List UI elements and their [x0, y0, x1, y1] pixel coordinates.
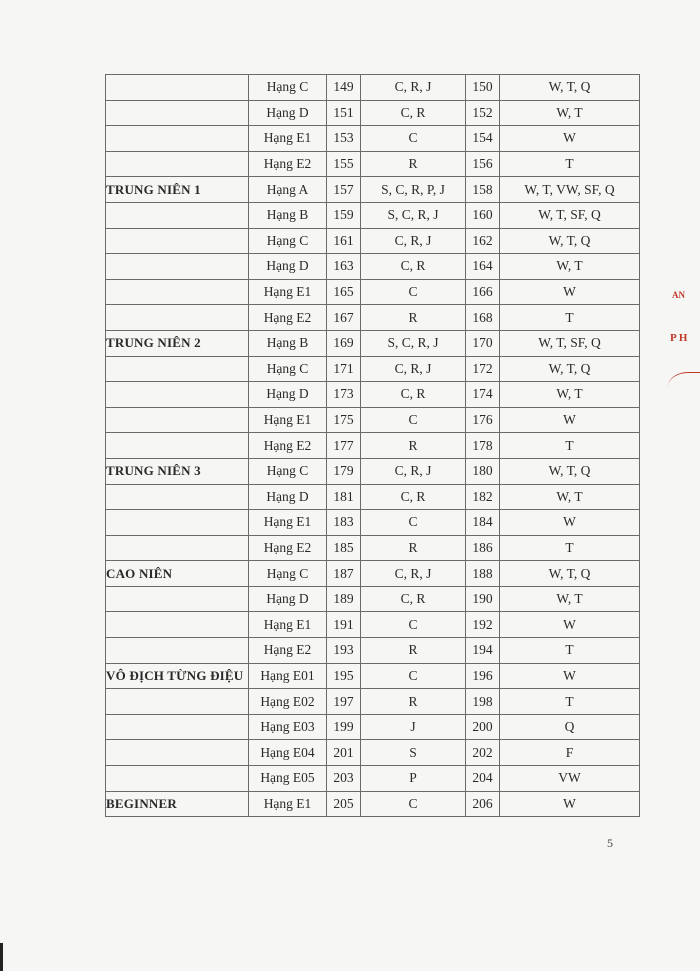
standard-dances-cell: W, T	[500, 382, 640, 408]
level-cell: Hạng E1	[249, 612, 327, 638]
standard-dances-cell: W, T, SF, Q	[500, 330, 640, 356]
table-row	[106, 714, 640, 740]
latin-dances-cell: J	[361, 714, 466, 740]
number-cell: 180	[466, 458, 500, 484]
level-cell: Hạng E04	[249, 740, 327, 766]
level-cell: Hạng E1	[249, 126, 327, 152]
number-cell: 160	[466, 202, 500, 228]
latin-dances-cell: C	[361, 407, 466, 433]
level-cell: Hạng C	[249, 228, 327, 254]
group-cell	[106, 202, 249, 228]
table-row	[106, 791, 640, 817]
number-cell: 161	[327, 228, 361, 254]
level-cell: Hạng B	[249, 202, 327, 228]
number-cell: 201	[327, 740, 361, 766]
number-cell: 169	[327, 330, 361, 356]
number-cell: 150	[466, 75, 500, 101]
number-cell: 154	[466, 126, 500, 152]
standard-dances-cell: W, T	[500, 254, 640, 280]
group-cell: TRUNG NIÊN 1	[106, 177, 249, 203]
number-cell: 187	[327, 561, 361, 587]
level-cell: Hạng B	[249, 330, 327, 356]
standard-dances-cell: W, T, Q	[500, 458, 640, 484]
level-cell: Hạng A	[249, 177, 327, 203]
number-cell: 184	[466, 510, 500, 536]
latin-dances-cell: S, C, R, J	[361, 202, 466, 228]
level-cell: Hạng E1	[249, 791, 327, 817]
standard-dances-cell: W, T	[500, 586, 640, 612]
number-cell: 188	[466, 561, 500, 587]
table-row	[106, 484, 640, 510]
number-cell: 149	[327, 75, 361, 101]
latin-dances-cell: R	[361, 151, 466, 177]
number-cell: 203	[327, 766, 361, 792]
group-cell	[106, 689, 249, 715]
table-row	[106, 663, 640, 689]
level-cell: Hạng C	[249, 75, 327, 101]
latin-dances-cell: R	[361, 638, 466, 664]
number-cell: 163	[327, 254, 361, 280]
number-cell: 189	[327, 586, 361, 612]
standard-dances-cell: W, T, Q	[500, 75, 640, 101]
number-cell: 195	[327, 663, 361, 689]
group-cell	[106, 151, 249, 177]
number-cell: 171	[327, 356, 361, 382]
level-cell: Hạng E2	[249, 305, 327, 331]
number-cell: 205	[327, 791, 361, 817]
table-row	[106, 356, 640, 382]
group-cell	[106, 407, 249, 433]
standard-dances-cell: W, T	[500, 484, 640, 510]
latin-dances-cell: C	[361, 126, 466, 152]
table-row	[106, 561, 640, 587]
table-row	[106, 151, 640, 177]
number-cell: 182	[466, 484, 500, 510]
table-row	[106, 638, 640, 664]
latin-dances-cell: S, C, R, J	[361, 330, 466, 356]
number-cell: 200	[466, 714, 500, 740]
group-cell	[106, 586, 249, 612]
latin-dances-cell: C	[361, 510, 466, 536]
table-row	[106, 382, 640, 408]
group-cell	[106, 714, 249, 740]
group-cell	[106, 638, 249, 664]
standard-dances-cell: T	[500, 305, 640, 331]
number-cell: 159	[327, 202, 361, 228]
table-row	[106, 689, 640, 715]
number-cell: 172	[466, 356, 500, 382]
number-cell: 162	[466, 228, 500, 254]
level-cell: Hạng C	[249, 458, 327, 484]
group-cell	[106, 433, 249, 459]
standard-dances-cell: W	[500, 407, 640, 433]
level-cell: Hạng D	[249, 100, 327, 126]
standard-dances-cell: T	[500, 638, 640, 664]
standard-dances-cell: W	[500, 612, 640, 638]
group-cell: BEGINNER	[106, 791, 249, 817]
group-cell	[106, 484, 249, 510]
number-cell: 173	[327, 382, 361, 408]
number-cell: 165	[327, 279, 361, 305]
latin-dances-cell: C	[361, 663, 466, 689]
number-cell: 175	[327, 407, 361, 433]
number-cell: 152	[466, 100, 500, 126]
table-row	[106, 279, 640, 305]
group-cell	[106, 100, 249, 126]
number-cell: 191	[327, 612, 361, 638]
schedule-table	[105, 74, 640, 817]
number-cell: 193	[327, 638, 361, 664]
standard-dances-cell: F	[500, 740, 640, 766]
standard-dances-cell: W	[500, 791, 640, 817]
level-cell: Hạng E1	[249, 510, 327, 536]
latin-dances-cell: C, R, J	[361, 228, 466, 254]
level-cell: Hạng C	[249, 561, 327, 587]
latin-dances-cell: C, R	[361, 382, 466, 408]
number-cell: 183	[327, 510, 361, 536]
number-cell: 179	[327, 458, 361, 484]
number-cell: 168	[466, 305, 500, 331]
number-cell: 170	[466, 330, 500, 356]
standard-dances-cell: W, T, Q	[500, 561, 640, 587]
number-cell: 166	[466, 279, 500, 305]
table-row	[106, 75, 640, 101]
level-cell: Hạng E1	[249, 407, 327, 433]
page-edge-mark	[0, 943, 3, 971]
level-cell: Hạng E02	[249, 689, 327, 715]
latin-dances-cell: C, R	[361, 254, 466, 280]
standard-dances-cell: W, T, Q	[500, 228, 640, 254]
number-cell: 190	[466, 586, 500, 612]
number-cell: 186	[466, 535, 500, 561]
table-row	[106, 126, 640, 152]
group-cell	[106, 75, 249, 101]
latin-dances-cell: C, R, J	[361, 561, 466, 587]
group-cell: TRUNG NIÊN 3	[106, 458, 249, 484]
table-row	[106, 177, 640, 203]
group-cell: CAO NIÊN	[106, 561, 249, 587]
table-row	[106, 458, 640, 484]
table-row	[106, 433, 640, 459]
table-row	[106, 202, 640, 228]
group-cell	[106, 510, 249, 536]
group-cell	[106, 612, 249, 638]
latin-dances-cell: R	[361, 305, 466, 331]
schedule-table-body	[106, 75, 640, 817]
level-cell: Hạng D	[249, 586, 327, 612]
level-cell: Hạng E2	[249, 638, 327, 664]
number-cell: 206	[466, 791, 500, 817]
table-row	[106, 100, 640, 126]
group-cell: VÔ ĐỊCH TỪNG ĐIỆU	[106, 663, 249, 689]
group-cell	[106, 254, 249, 280]
level-cell: Hạng C	[249, 356, 327, 382]
latin-dances-cell: R	[361, 433, 466, 459]
level-cell: Hạng E2	[249, 151, 327, 177]
standard-dances-cell: W	[500, 510, 640, 536]
number-cell: 194	[466, 638, 500, 664]
group-cell	[106, 305, 249, 331]
standard-dances-cell: W	[500, 279, 640, 305]
number-cell: 192	[466, 612, 500, 638]
number-cell: 156	[466, 151, 500, 177]
level-cell: Hạng E2	[249, 433, 327, 459]
latin-dances-cell: S, C, R, P, J	[361, 177, 466, 203]
latin-dances-cell: C, R, J	[361, 75, 466, 101]
latin-dances-cell: C, R	[361, 100, 466, 126]
standard-dances-cell: W, T, Q	[500, 356, 640, 382]
standard-dances-cell: Q	[500, 714, 640, 740]
level-cell: Hạng E2	[249, 535, 327, 561]
standard-dances-cell: W, T, SF, Q	[500, 202, 640, 228]
standard-dances-cell: W, T	[500, 100, 640, 126]
number-cell: 177	[327, 433, 361, 459]
level-cell: Hạng D	[249, 382, 327, 408]
latin-dances-cell: P	[361, 766, 466, 792]
number-cell: 158	[466, 177, 500, 203]
number-cell: 176	[466, 407, 500, 433]
number-cell: 185	[327, 535, 361, 561]
level-cell: Hạng E1	[249, 279, 327, 305]
standard-dances-cell: T	[500, 689, 640, 715]
number-cell: 202	[466, 740, 500, 766]
group-cell	[106, 126, 249, 152]
number-cell: 164	[466, 254, 500, 280]
level-cell: Hạng E05	[249, 766, 327, 792]
group-cell	[106, 356, 249, 382]
latin-dances-cell: R	[361, 689, 466, 715]
group-cell	[106, 535, 249, 561]
level-cell: Hạng D	[249, 254, 327, 280]
latin-dances-cell: C	[361, 279, 466, 305]
latin-dances-cell: R	[361, 535, 466, 561]
standard-dances-cell: W	[500, 663, 640, 689]
number-cell: 153	[327, 126, 361, 152]
latin-dances-cell: C, R, J	[361, 458, 466, 484]
level-cell: Hạng E03	[249, 714, 327, 740]
stamp-fragment-top: AN	[672, 290, 685, 300]
standard-dances-cell: T	[500, 535, 640, 561]
number-cell: 197	[327, 689, 361, 715]
table-row	[106, 305, 640, 331]
table-row	[106, 407, 640, 433]
table-row	[106, 330, 640, 356]
table-row	[106, 740, 640, 766]
latin-dances-cell: C, R, J	[361, 356, 466, 382]
number-cell: 174	[466, 382, 500, 408]
number-cell: 199	[327, 714, 361, 740]
table-row	[106, 612, 640, 638]
table-row	[106, 586, 640, 612]
latin-dances-cell: C, R	[361, 586, 466, 612]
table-row	[106, 510, 640, 536]
standard-dances-cell: W	[500, 126, 640, 152]
latin-dances-cell: C	[361, 612, 466, 638]
standard-dances-cell: T	[500, 151, 640, 177]
standard-dances-cell: W, T, VW, SF, Q	[500, 177, 640, 203]
group-cell	[106, 382, 249, 408]
group-cell	[106, 279, 249, 305]
group-cell	[106, 740, 249, 766]
group-cell: TRUNG NIÊN 2	[106, 330, 249, 356]
table-row	[106, 535, 640, 561]
number-cell: 204	[466, 766, 500, 792]
number-cell: 151	[327, 100, 361, 126]
number-cell: 167	[327, 305, 361, 331]
level-cell: Hạng E01	[249, 663, 327, 689]
latin-dances-cell: C, R	[361, 484, 466, 510]
latin-dances-cell: C	[361, 791, 466, 817]
standard-dances-cell: VW	[500, 766, 640, 792]
number-cell: 198	[466, 689, 500, 715]
table-row	[106, 228, 640, 254]
table-row	[106, 254, 640, 280]
number-cell: 157	[327, 177, 361, 203]
level-cell: Hạng D	[249, 484, 327, 510]
stamp-arc	[668, 372, 700, 401]
standard-dances-cell: T	[500, 433, 640, 459]
number-cell: 196	[466, 663, 500, 689]
latin-dances-cell: S	[361, 740, 466, 766]
number-cell: 178	[466, 433, 500, 459]
stamp-fragment-middle: P H	[670, 332, 688, 344]
group-cell	[106, 228, 249, 254]
number-cell: 181	[327, 484, 361, 510]
page-number: 5	[607, 836, 613, 850]
table-row	[106, 766, 640, 792]
number-cell: 155	[327, 151, 361, 177]
group-cell	[106, 766, 249, 792]
